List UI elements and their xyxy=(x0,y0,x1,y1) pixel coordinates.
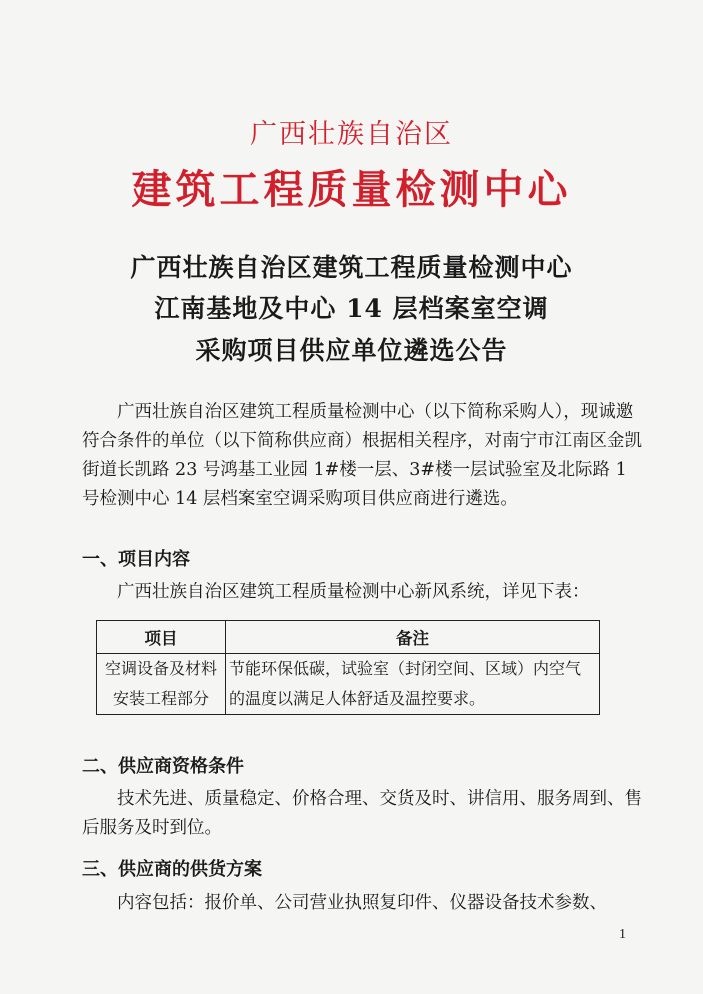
table-header-item: 项目 xyxy=(97,621,226,654)
page-number: 1 xyxy=(619,927,626,942)
table-header-note: 备注 xyxy=(226,621,600,654)
table-row xyxy=(97,654,600,715)
item-line: 安装工程部分 xyxy=(112,689,209,708)
items-table xyxy=(96,620,600,715)
title-line2: 江南基地及中心 14 层档案室空调 xyxy=(154,294,549,323)
note-line: 的温度以满足人体舒适及温控要求。 xyxy=(229,689,486,708)
section1-text: 广西壮族自治区建筑工程质量检测中心新风系统，详见下表： xyxy=(117,582,590,602)
letterhead-line2: 建筑工程质量检测中心 xyxy=(131,166,572,213)
section3-text: 内容包括：报价单、公司营业执照复印件、仪器设备技术参数、 xyxy=(117,893,607,913)
title-line1: 广西壮族自治区建筑工程质量检测中心 xyxy=(130,253,573,282)
section3-heading: 三、供应商的供货方案 xyxy=(82,859,262,880)
letterhead-line1: 广西壮族自治区 xyxy=(250,119,453,150)
table-header-row xyxy=(97,621,600,654)
item-line: 空调设备及材料 xyxy=(104,659,217,678)
intro-paragraph: 广西壮族自治区建筑工程质量检测中心（以下简称采购人），现诚邀符合条件的单位（以下简称供应商）根据相关程序，对南宁市江南区金凯街道长凯路 23 号鸿基工业园 1#楼一层、3#楼一层试验室及北际路 1 号检测中心 14 层档案室空调采购项目供应商进行遴选。 xyxy=(82,402,642,509)
note-line: 节能环保低碳，试验室（封闭空间、区域）内空气 xyxy=(229,659,582,678)
section2-text: 技术先进、质量稳定、价格合理、交货及时、讲信用、服务周到、售后服务及时到位。 xyxy=(82,789,642,838)
title-line3: 采购项目供应单位遴选公告 xyxy=(195,336,508,365)
section1-heading: 一、项目内容 xyxy=(82,549,190,570)
table-cell-item xyxy=(97,654,226,715)
table-cell-note xyxy=(226,654,600,715)
section2-heading: 二、供应商资格条件 xyxy=(82,756,244,777)
